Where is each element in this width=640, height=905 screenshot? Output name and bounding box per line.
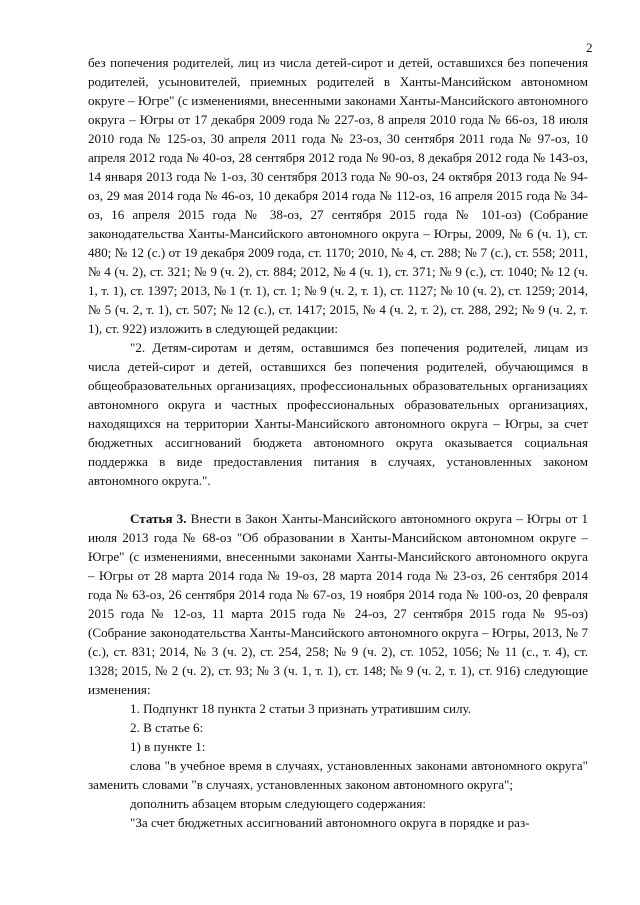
- paragraph-continuation: без попечения родителей, лиц из числа детей-сирот и детей, оставшихся без попечения родителей, усыновителей, приемных родителей в Ханты-Мансийском автономном округе – Югре" (с изменениями, внесенными законами Ханты-Мансийского автономного округа – Югры от 17 декабря 2009 года № 227-оз, 8 апреля 2010 года № 66-оз, 18 июля 2010 года № 125-оз, 30 апреля 2011 года № 23-оз, 30 сентября 2011 года № 97-оз, 10 апреля 2012 года № 40-оз, 28 сентября 2012 года № 90-оз, 8 декабря 2012 года № 143-оз, 14 января 2013 года № 1-оз, 30 сентября 2013 года № 90-оз, 24 октября 2013 года № 94-оз, 29 мая 2014 года № 46-оз, 10 декабря 2014 года № 112-оз, 16 апреля 2015 года № 34-оз, 16 апреля 2015 года № 38-оз, 27 сентября 2015 года № 101-оз) (Собрание законодательства Ханты-Мансийского автономного округа – Югры, 2009, № 6 (ч. 1), ст. 480; № 12 (с.) от 19 декабря 2009 года, ст. 1170; 2010, № 4, ст. 288; № 7 (с.), ст. 558; 2011, № 4 (ч. 2), ст. 321; № 9 (ч. 2), ст. 884; 2012, № 4 (ч. 1), ст. 371; № 9 (с.), ст. 1040; № 12 (ч. 1, т. 1), ст. 1397; 2013, № 1 (т. 1), ст. 1; № 9 (ч. 2, т. 1), ст. 1127; № 10 (ч. 2), ст. 1259; 2014, № 5 (ч. 2, т. 1), ст. 507; № 12 (с.), ст. 1417; 2015, № 4 (ч. 2, т. 2), ст. 288, 292; № 9 (ч. 2, т. 1), ст. 922) изложить в следующей редакции:: [88, 55, 588, 336]
- list-item-2: 2. В статье 6:: [130, 720, 204, 735]
- document-body: [88, 53, 588, 832]
- paragraph-gap: [88, 490, 588, 509]
- list-item-1: 1. Подпункт 18 пункта 2 статьи 3 признать утратившим силу.: [130, 701, 472, 716]
- words-replacement-paragraph: слова "в учебное время в случаях, установленных законами автономного округа" заменить словами "в случаях, установленных законом автономного округа";: [88, 758, 588, 792]
- page-number: 2: [586, 40, 593, 55]
- quoted-new-paragraph: "За счет бюджетных ассигнований автономного округа в порядке и раз-: [130, 815, 530, 830]
- sub-item-1: 1) в пункте 1:: [130, 739, 206, 754]
- article-3-text: Внести в Закон Ханты-Мансийского автономного округа – Югры от 1 июля 2013 года № 68-оз "Об образовании в Ханты-Мансийском автономном округе – Югре" (с изменениями, внесенными законами Ханты-Мансийского автономного округа – Югры от 28 марта 2014 года № 19-оз, 28 марта 2014 года № 23-оз, 26 сентября 2014 года № 63-оз, 26 сентября 2014 года № 67-оз, 19 ноября 2014 года № 100-оз, 20 февраля 2015 года № 12-оз, 11 марта 2015 года № 24-оз, 27 сентября 2015 года № 95-оз) (Собрание законодательства Ханты-Мансийского автономного округа – Югры, 2013, № 7 (с.), ст. 831; 2014, № 3 (ч. 2), ст. 254, 258; № 9 (ч. 2), ст. 1052, 1056; № 11 (с., т. 4), ст. 1328; 2015, № 2 (ч. 2), ст. 93; № 3 (ч. 1, т. 1), ст. 148; № 9 (ч. 2, т. 1), ст. 916) следующие изменения:: [88, 511, 588, 697]
- article-3-paragraph: [88, 509, 588, 699]
- article-3-heading: Статья 3.: [130, 511, 187, 526]
- add-paragraph-instruction: дополнить абзацем вторым следующего содержания:: [130, 796, 427, 811]
- paragraph-quoted-amendment: "2. Детям-сиротам и детям, оставшимся без попечения родителей, лицам из числа детей-сирот и детей, оставшихся без попечения родителей, обучающимся в общеобразовательных организациях, профессиональных образовательных организациях автономного округа и частных профессиональных образовательных организациях, находящихся на территории Ханты-Мансийского автономного округа – Югры, за счет бюджетных ассигнований бюджета автономного округа оказывается социальная поддержка в виде предоставления питания в случаях, установленных законом автономного округа.".: [88, 340, 588, 488]
